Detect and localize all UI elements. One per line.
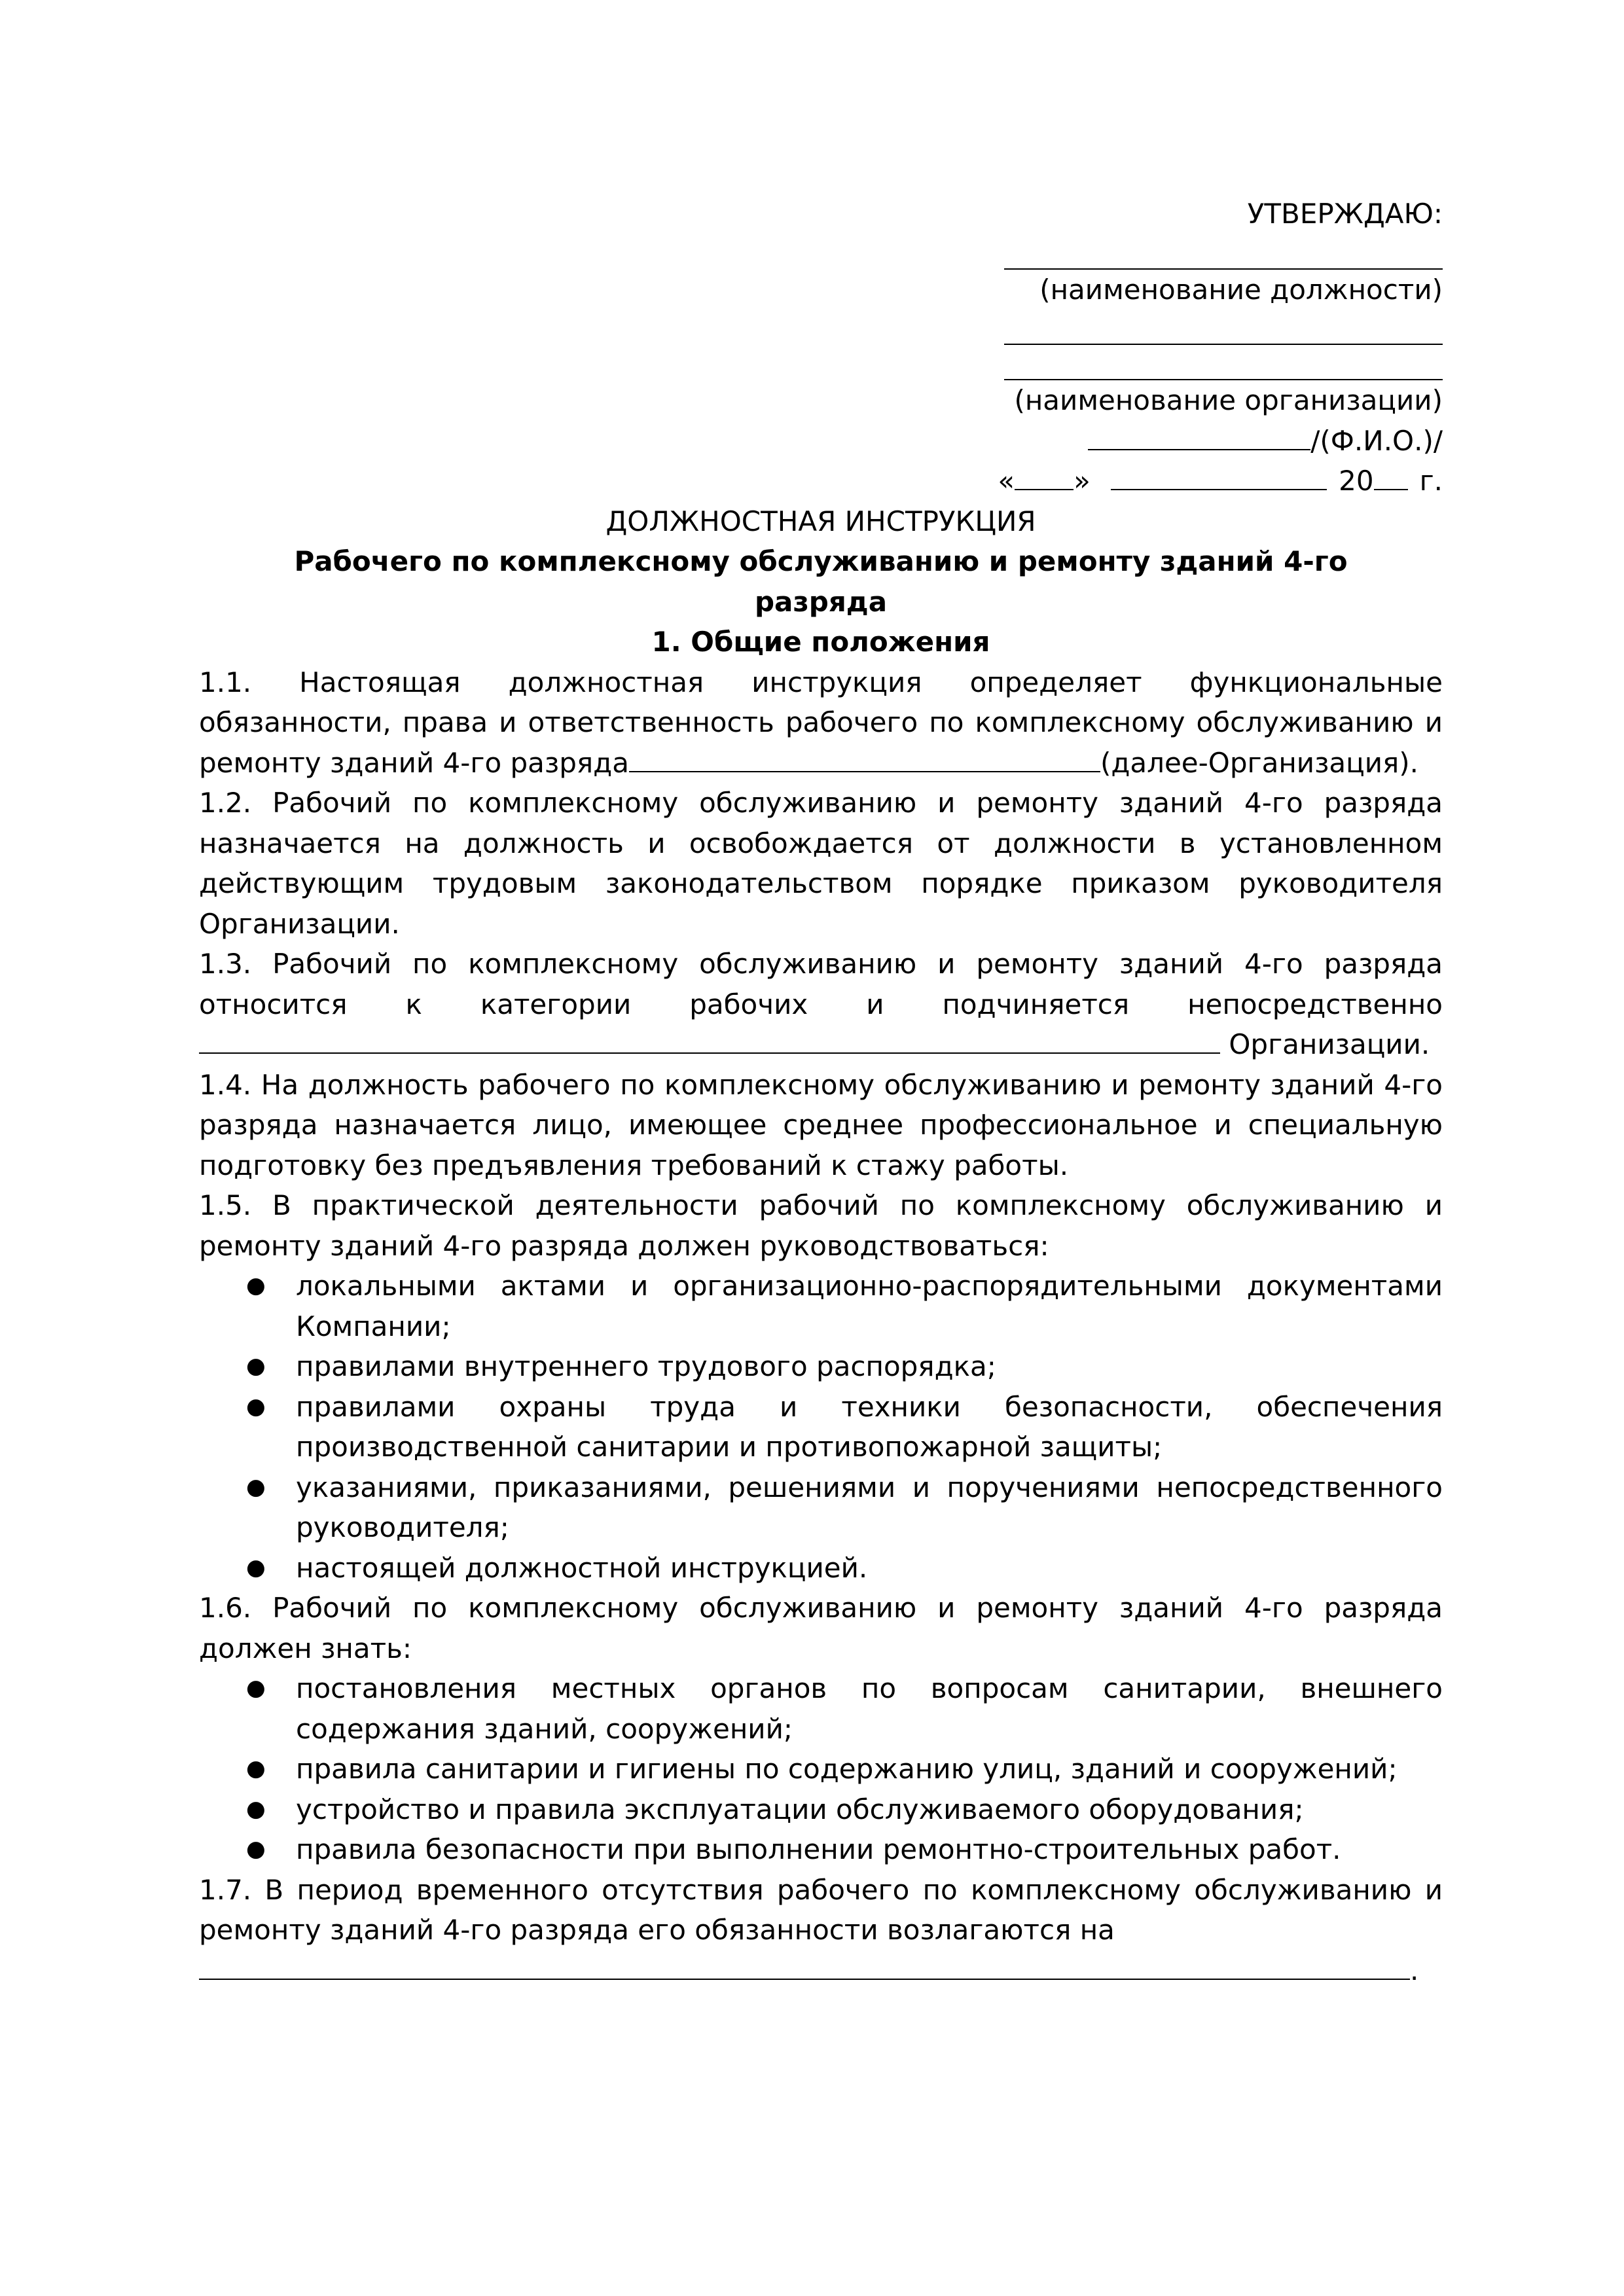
approval-heading: УТВЕРЖДАЮ: [1247,198,1443,230]
paragraph-1-5-list [199,1266,1443,1588]
year-prefix: 20 [1339,465,1374,497]
paragraph-1-1-text: 1.1. Настоящая должностная инструкция определяет функциональные обязанности, права и ответственность рабочего по комплексному обслуживанию и ремонту зданий 4-го разряда [199,666,1443,779]
fio-blank [1088,423,1310,450]
year-blank [1374,463,1408,490]
document-subtitle: Рабочего по комплексному обслуживанию и ремонту зданий 4-го разряда [294,545,1348,618]
list-item: ● устройство и правила эксплуатации обслуживаемого оборудования; [199,1789,1443,1830]
list-item: ● настоящей должностной инструкцией. [199,1548,1443,1588]
org-caption: (наименование организации) [1014,384,1443,416]
position-blank-line [1004,234,1443,270]
paragraph-1-7-line [199,1950,1443,1991]
fio-caption: /(Ф.И.О.)/ [1310,424,1443,457]
section-1-heading: 1. Общие положения [651,626,990,658]
fio-line [199,421,1443,461]
paragraph-1-1 [199,662,1443,783]
org-blank-line-2 [1004,345,1443,380]
position-caption: (наименование должности) [1039,273,1443,306]
paragraph-1-6-list [199,1668,1443,1870]
paragraph-1-4: 1.4. На должность рабочего по комплексному обслуживанию и ремонту зданий 4-го разряда назначается лицо, имеющее среднее профессиональное и специальную подготовку без предъявления требований к стажу работы. [199,1068,1443,1181]
list-item: ● локальными актами и организационно-распорядительными документами Компании; [199,1266,1443,1346]
org-blank-line-1 [1004,310,1443,345]
paragraph-1-7-end: . [1410,1954,1419,1986]
paragraph-1-2: 1.2. Рабочий по комплексному обслуживанию и ремонту зданий 4-го разряда назначается на должность и освобождается от должности в установленном действующим трудовым законодательством порядке приказом руководителя Организации. [199,787,1443,940]
paragraph-1-3-text: 1.3. Рабочий по комплексному обслуживанию и ремонту зданий 4-го разряда относится к категории рабочих и подчиняется непосредственно [199,948,1443,1020]
date-open-quote: « [998,465,1015,497]
document-body [199,194,1443,1990]
list-item: ● постановления местных органов по вопросам санитарии, внешнего содержания зданий, сооружений; [199,1668,1443,1749]
month-blank [1111,463,1327,490]
organization-name-blank [629,745,1100,772]
document-type-title: ДОЛЖНОСТНАЯ ИНСТРУКЦИЯ [605,505,1036,537]
paragraph-1-3 [199,944,1443,1065]
paragraph-1-6: 1.6. Рабочий по комплексному обслуживанию и ремонту зданий 4-го разряда должен знать: [199,1592,1443,1664]
paragraph-1-5: 1.5. В практической деятельности рабочий по комплексному обслуживанию и ремонту зданий 4-го разряда должен руководствоваться: [199,1189,1443,1262]
list-item: ● правила санитарии и гигиены по содержанию улиц, зданий и сооружений; [199,1749,1443,1789]
list-item: ● правилами охраны труда и техники безопасности, обеспечения производственной санитарии и противопожарной защиты; [199,1387,1443,1467]
substitute-blank [199,1952,1410,1980]
paragraph-1-1-tail: (далее-Организация). [1100,746,1419,779]
date-close-quote: » [1074,465,1091,497]
supervisor-blank [199,1026,1220,1054]
year-suffix: г. [1419,465,1443,497]
list-item: ● правила безопасности при выполнении ремонтно-строительных работ. [199,1829,1443,1870]
list-item: ● указаниями, приказаниями, решениями и поручениями непосредственного руководителя; [199,1467,1443,1548]
day-blank [1015,463,1074,490]
paragraph-1-7: 1.7. В период временного отсутствия рабочего по комплексному обслуживанию и ремонту зданий 4-го разряда его обязанности возлагаются на [199,1873,1443,1946]
date-line [199,461,1443,501]
list-item: ● правилами внутреннего трудового распорядка; [199,1346,1443,1387]
paragraph-1-3-tail: Организации. [1229,1028,1430,1060]
